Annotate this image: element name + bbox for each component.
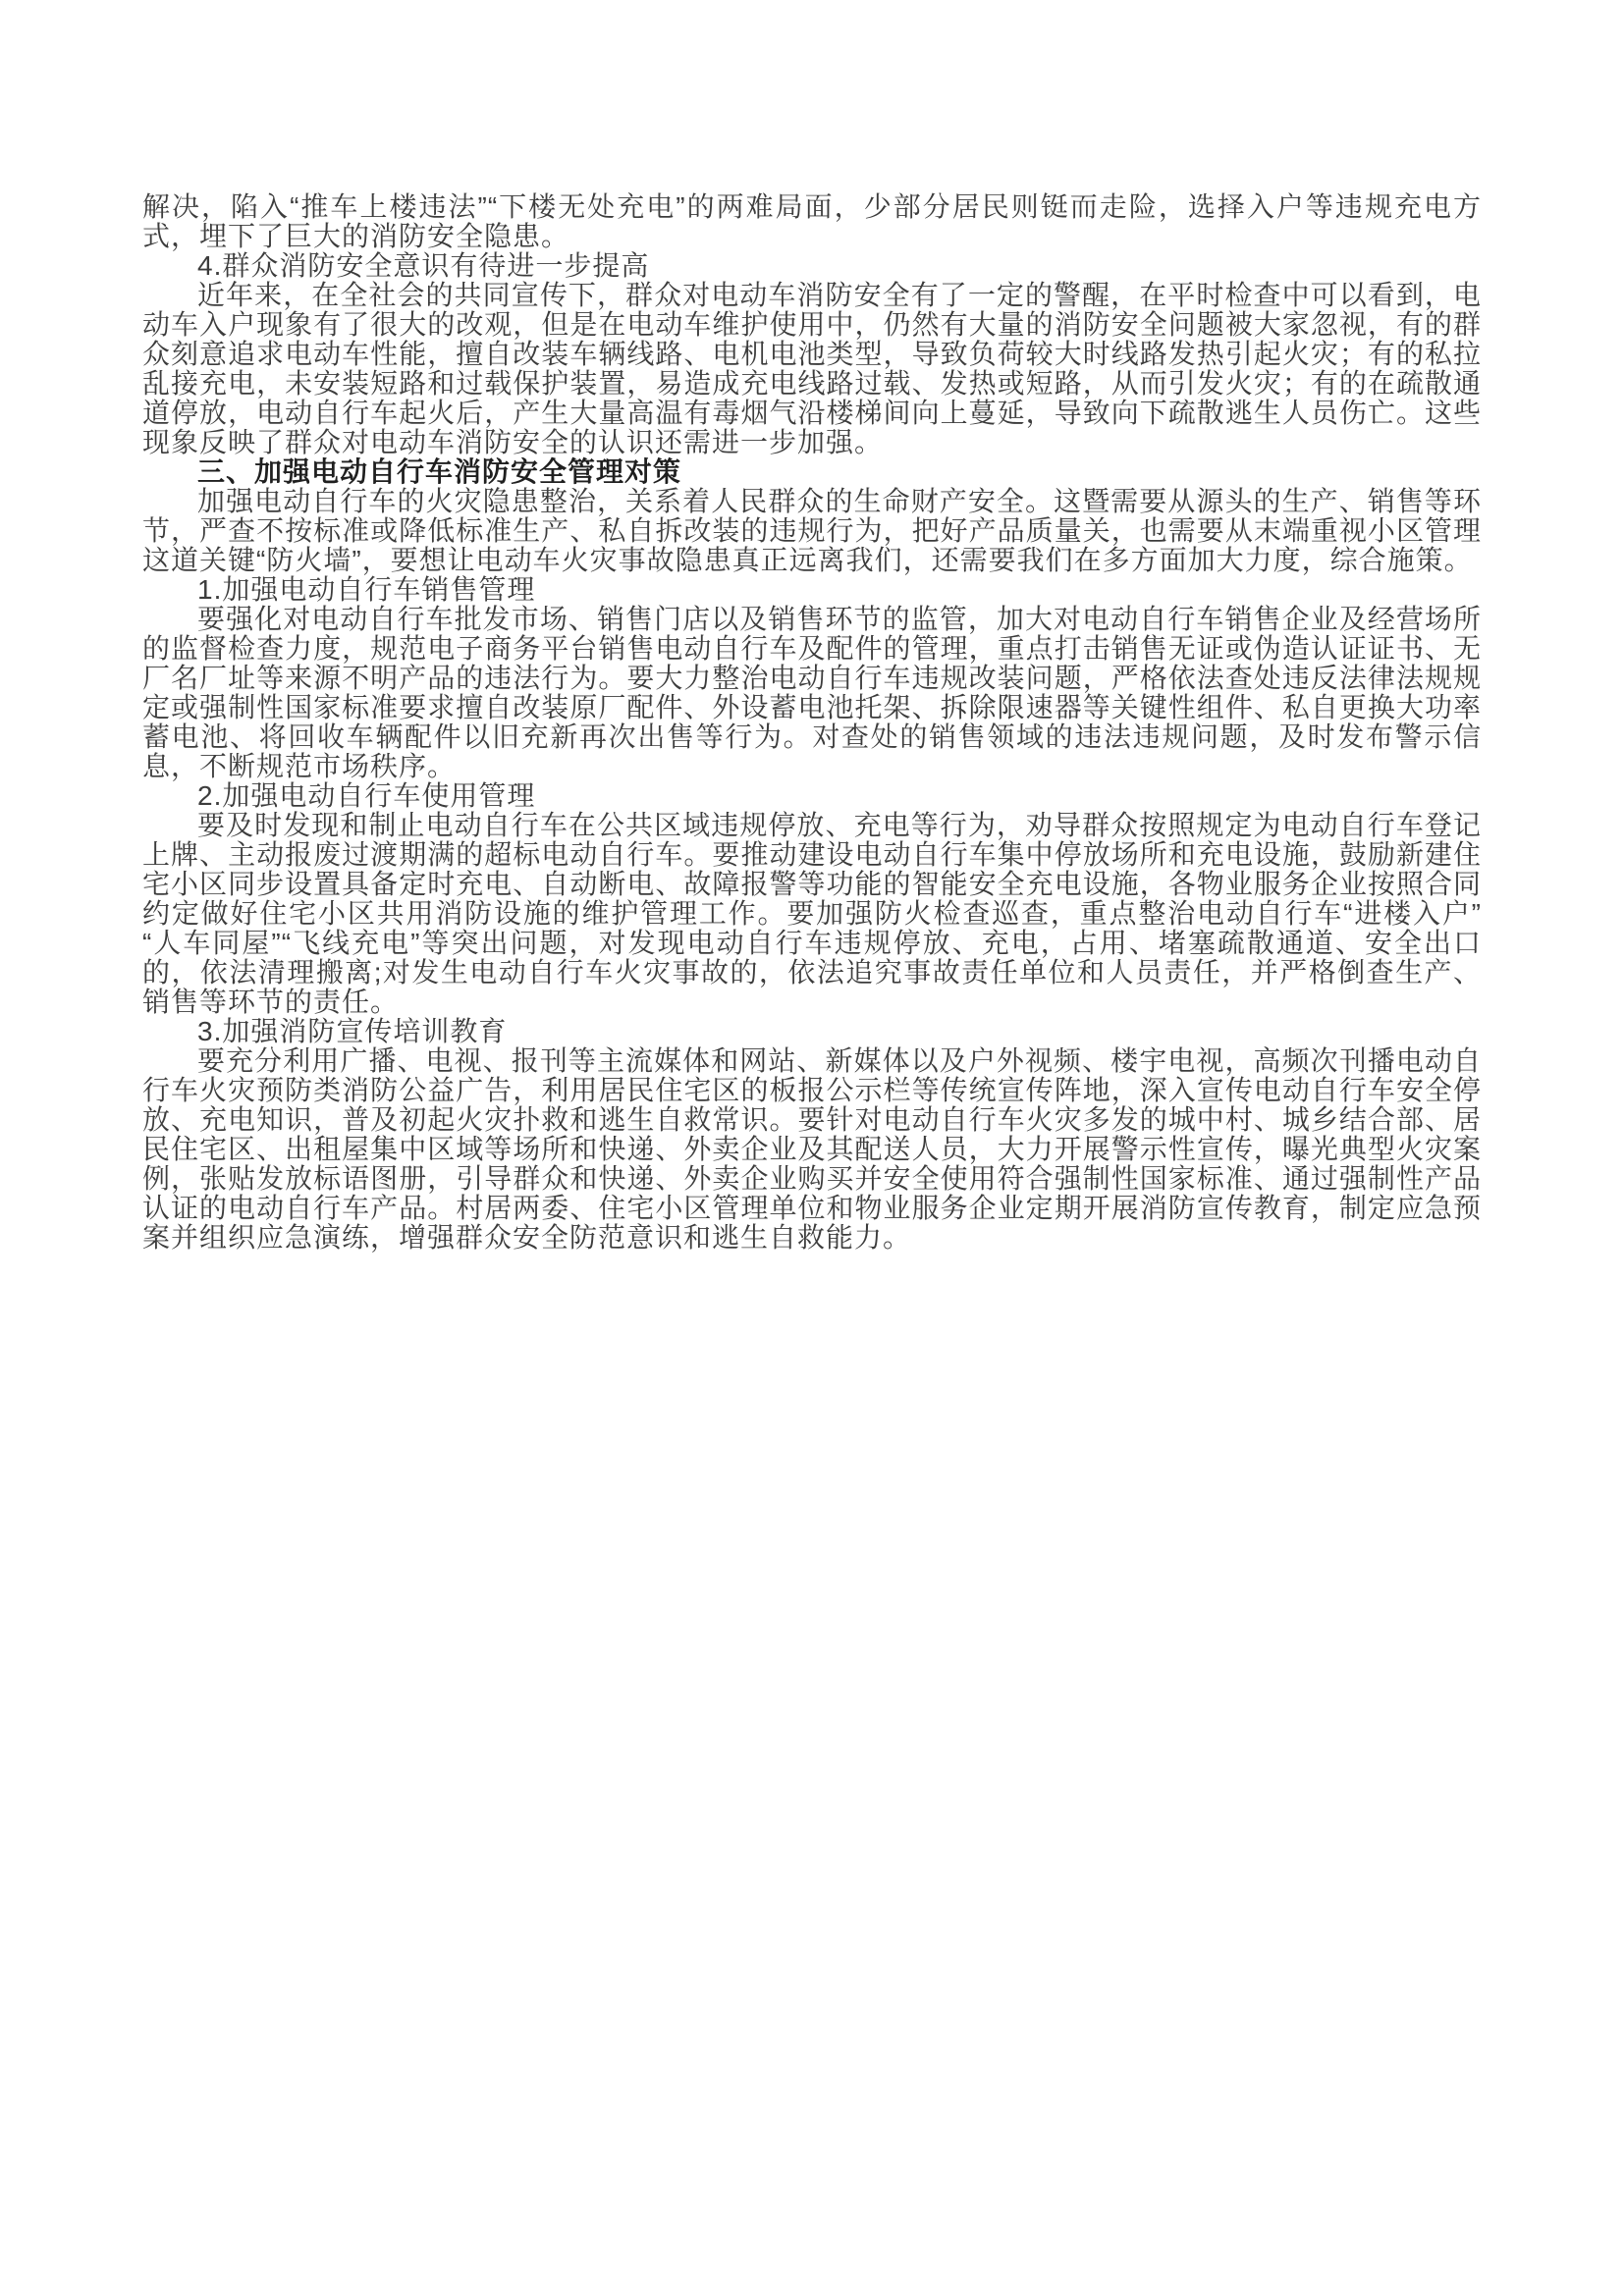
paragraph-continuation: 解决，陷入“推车上楼违法”“下楼无处充电”的两难局面，少部分居民则铤而走险，选择入户等违规充电方式，埋下了巨大的消防安全隐患。 [142,191,1482,251]
body-paragraph: 近年来，在全社会的共同宣传下，群众对电动车消防安全有了一定的警醒，在平时检查中可以看到，电动车入户现象有了很大的改观，但是在电动车维护使用中，仍然有大量的消防安全问题被大家忽视，有的群众刻意追求电动车性能，擅自改装车辆线路、电机电池类型，导致负荷较大时线路发热引起火灾；有的私拉乱接充电，未安装短路和过载保护装置，易造成充电线路过载、发热或短路，从而引发火灾；有的在疏散通道停放，电动自行车起火后，产生大量高温有毒烟气沿楼梯间向上蔓延，导致向下疏散逃生人员伤亡。这些现象反映了群众对电动车消防安全的认识还需进一步加强。 [142,280,1482,457]
body-paragraph: 要强化对电动自行车批发市场、销售门店以及销售环节的监管，加大对电动自行车销售企业及经营场所的监督检查力度，规范电子商务平台销售电动自行车及配件的管理，重点打击销售无证或伪造认证证书、无厂名厂址等来源不明产品的违法行为。要大力整治电动自行车违规改装问题，严格依法查处违反法律法规规定或强制性国家标准要求擅自改装原厂配件、外设蓄电池托架、拆除限速器等关键性组件、私自更换大功率蓄电池、将回收车辆配件以旧充新再次出售等行为。对查处的销售领域的违法违规问题，及时发布警示信息，不断规范市场秩序。 [142,604,1482,781]
body-paragraph: 要及时发现和制止电动自行车在公共区域违规停放、充电等行为，劝导群众按照规定为电动自行车登记上牌、主动报废过渡期满的超标电动自行车。要推动建设电动自行车集中停放场所和充电设施，鼓励新建住宅小区同步设置具备定时充电、自动断电、故障报警等功能的智能安全充电设施，各物业服务企业按照合同约定做好住宅小区共用消防设施的维护管理工作。要加强防火检查巡查，重点整治电动自行车“进楼入户”“人车同屋”“飞线充电”等突出问题，对发现电动自行车违规停放、充电，占用、堵塞疏散通道、安全出口的，依法清理搬离;对发生电动自行车火灾事故的，依法追究事故责任单位和人员责任，并严格倒查生产、销售等环节的责任。 [142,810,1482,1017]
section-heading-3: 三、加强电动自行车消防安全管理对策 [197,456,682,487]
body-paragraph: 要充分利用广播、电视、报刊等主流媒体和网站、新媒体以及户外视频、楼宇电视，高频次刊播电动自行车火灾预防类消防公益广告，利用居民住宅区的板报公示栏等传统宣传阵地，深入宣传电动自行车安全停放、充电知识，普及初起火灾扑救和逃生自救常识。要针对电动自行车火灾多发的城中村、城乡结合部、居民住宅区、出租屋集中区域等场所和快递、外卖企业及其配送人员，大力开展警示性宣传，曝光典型火灾案例，张贴发放标语图册，引导群众和快递、外卖企业购买并安全使用符合强制性国家标准、通过强制性产品认证的电动自行车产品。村居两委、住宅小区管理单位和物业服务企业定期开展消防宣传教育，制定应急预案并组织应急演练，增强群众安全防范意识和逃生自救能力。 [142,1045,1482,1253]
subheading-3: 3.加强消防宣传培训教育 [197,1016,508,1046]
body-paragraph: 加强电动自行车的火灾隐患整治，关系着人民群众的生命财产安全。这暨需要从源头的生产、销售等环节，严查不按标准或降低标准生产、私自拆改装的违规行为，把好产品质量关，也需要从末端重视小区管理这道关键“防火墙”，要想让电动车火灾事故隐患真正远离我们，还需要我们在多方面加大力度，综合施策。 [142,486,1482,575]
subheading-4: 4.群众消防安全意识有待进一步提高 [197,250,650,281]
subheading-2: 2.加强电动自行车使用管理 [197,780,536,811]
subheading-1: 1.加强电动自行车销售管理 [197,574,536,605]
